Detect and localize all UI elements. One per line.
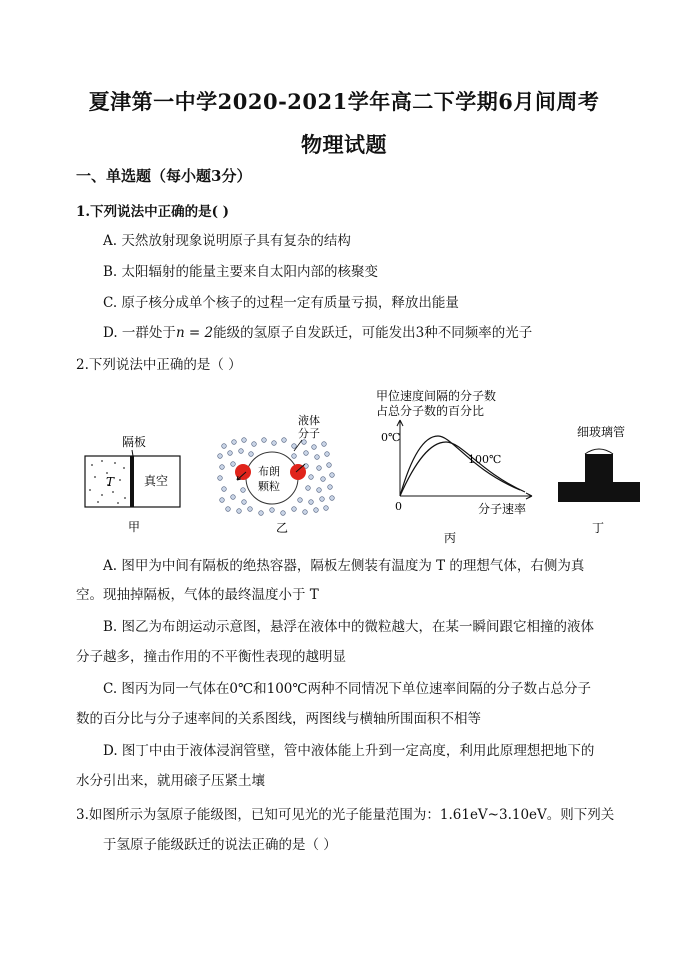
q2-option-b-line2: 分子越多，撞击作用的不平衡性表现的越明显 [76, 649, 346, 665]
fig-ding-tube-label: 细玻璃管 [577, 425, 626, 439]
fig-ding-base [558, 482, 640, 502]
q2-option-c-line1: C. 图丙为同一气体在0℃和100℃两种不同情况下单位速率间隔的分子数占总分子 [103, 681, 591, 697]
fig-yi-molecule-label: 分子 [298, 427, 320, 440]
fig-yi-red-molecule-right [290, 464, 306, 480]
fig-jia-vacuum-label: 真空 [144, 474, 169, 488]
q2-stem: 2.下列说法中正确的是（ ） [76, 357, 242, 373]
q1-option-d-math: n = 2 [175, 325, 214, 341]
q2-option-c-line2: 数的百分比与分子速率间的关系图线，两图线与横轴所围面积不相等 [76, 711, 481, 727]
q1-option-d-pre: D. 一群处于 [103, 325, 176, 341]
fig-bing-curve-0c [400, 436, 520, 496]
q1-option-d-post: 能级的氢原子自发跃迁，可能发出3种不同频率的光子 [213, 325, 533, 341]
q3-line2: 于氢原子能级跃迁的说法正确的是（ ） [103, 837, 337, 853]
fig-ding-tube-liquid [585, 454, 613, 482]
figure-ding [555, 420, 650, 542]
q2-option-b-line1: B. 图乙为布朗运动示意图，悬浮在液体中的微粒越大，在某一瞬间跟它相撞的液体 [103, 619, 595, 635]
fig-jia-temperature: T [106, 475, 115, 489]
fig-bing-ylabel-1: 甲位速度间隔的分子数 [376, 389, 497, 403]
fig-yi-liquid-label: 液体 [298, 414, 320, 427]
q1-stem: 1.下列说法中正确的是( ) [76, 204, 230, 220]
fig-jia-caption: 甲 [128, 520, 141, 534]
fig-yi-brown-label-1: 布朗 [258, 465, 280, 478]
q2-option-d-line2: 水分引出来，就用磙子压紧土壤 [76, 773, 265, 789]
fig-bing-origin: 0 [395, 500, 402, 513]
exam-title: 夏津第一中学2020-2021学年高二下学期6月间周考 [88, 89, 600, 114]
figure-jia [80, 432, 190, 542]
fig-yi-brownian-particle [246, 452, 298, 504]
q1-option-c: C. 原子核分成单个核子的过程一定有质量亏损，释放出能量 [103, 295, 459, 311]
fig-bing-label-0c: 0℃ [381, 431, 401, 444]
fig-jia-board-pointer [132, 450, 133, 456]
q2-option-a-line1: A. 图甲为中间有隔板的绝热容器，隔板左侧装有温度为 T 的理想气体，右侧为真 [103, 558, 585, 574]
fig-ding-meniscus [585, 449, 613, 454]
q1-option-d [103, 321, 532, 341]
figure-yi [210, 410, 350, 542]
q2-option-a-line2: 空。现抽掉隔板，气体的最终温度小于 T [76, 587, 319, 603]
q3-line1: 3.如图所示为氢原子能级图，已知可见光的光子能量范围为：1.61eV~3.10eV。则下列关 [76, 807, 615, 823]
q2-option-d-line1: D. 图丁中由于液体浸润管壁，管中液体能上升到一定高度，利用此原理想把地下的 [103, 743, 595, 759]
fig-yi-brown-label-2: 颗粒 [258, 480, 280, 493]
section-heading: 一、单选题（每小题3分） [76, 167, 252, 185]
fig-bing-ylabel-2: 占总分子数的百分比 [376, 404, 485, 418]
fig-bing-label-100c: 100℃ [468, 453, 502, 466]
fig-bing-caption: 丙 [444, 531, 457, 545]
q1-option-b: B. 太阳辐射的能量主要来自太阳内部的核聚变 [103, 264, 379, 280]
fig-jia-partition [130, 456, 134, 507]
fig-yi-caption: 乙 [276, 521, 289, 535]
figure-bing [370, 384, 545, 545]
fig-ding-caption: 丁 [592, 521, 605, 535]
fig-jia-board-label: 隔板 [122, 435, 147, 449]
q1-option-a: A. 天然放射现象说明原子具有复杂的结构 [103, 233, 351, 249]
fig-bing-xlabel: 分子速率 [478, 502, 527, 516]
exam-subtitle: 物理试题 [301, 132, 387, 157]
